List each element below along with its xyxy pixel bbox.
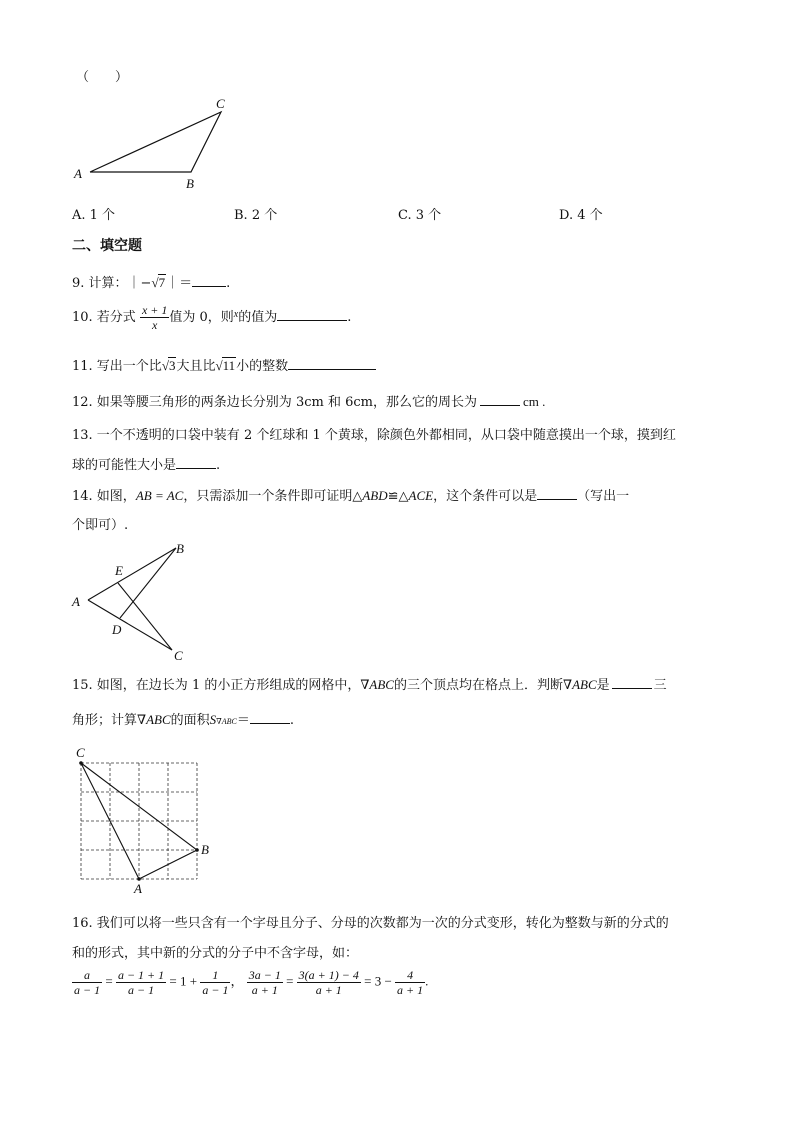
fraction-1-numerator: a	[72, 968, 102, 983]
fraction-5-numerator: 3(a + 1) − 4	[298, 968, 359, 982]
q13-line2: 球的可能性大小是	[72, 458, 177, 473]
vertex-label-b: B	[186, 176, 194, 191]
equals: =	[286, 973, 294, 989]
q9-abs-close: ｜＝	[166, 276, 193, 291]
triangle-figure-1	[66, 92, 236, 192]
q11-radicand-2: 11	[222, 358, 236, 373]
q9-suffix: .	[226, 276, 231, 291]
equals: =	[169, 973, 177, 989]
q14-triangle-1: △ABD	[352, 488, 388, 503]
section-title: 二、填空题	[72, 238, 142, 254]
fraction-4	[247, 968, 283, 997]
triangle-figure-2	[66, 538, 206, 666]
fraction-6	[395, 968, 425, 997]
question-16-examples	[72, 968, 428, 997]
q15-area-symbol: S	[209, 712, 217, 727]
fraction-6-numerator: 4	[395, 968, 425, 983]
vertex-label-a: A	[134, 881, 142, 894]
q11-tail: 小的整数	[236, 359, 289, 374]
fraction-1	[72, 968, 102, 997]
q14-congruent: ≌	[387, 489, 399, 504]
q14-tail: ，这个条件可以是	[433, 489, 538, 504]
question-12	[72, 391, 545, 410]
vertex-label-c: C	[174, 648, 183, 663]
fraction-3-numerator: 1	[200, 968, 230, 983]
question-15-line-1	[72, 674, 667, 693]
q15-mid: 的三个顶点均在格点上．判断	[393, 678, 563, 693]
q10-fraction-denominator: x	[152, 318, 158, 332]
q11-mid: 大且比	[176, 359, 216, 374]
equals: =	[364, 973, 372, 989]
q11-radicand-1: 3	[168, 358, 176, 373]
fraction-2-denominator: a − 1	[128, 983, 155, 997]
q9-abs-open: ｜−	[127, 276, 152, 291]
q9-radicand: 7	[158, 275, 166, 290]
q15-prefix: 15. 如图，在边长为 1 的小正方形组成的网格中，	[72, 678, 361, 693]
q14-paren: （写出一	[577, 489, 630, 504]
q15-triangle: ∇ABC	[360, 677, 394, 692]
question-14-line-1	[72, 485, 629, 504]
q12-answer-blank[interactable]	[480, 393, 520, 406]
integer-part-1: 1 +	[180, 973, 198, 989]
q13-suffix: .	[216, 458, 221, 473]
fraction-5	[297, 968, 361, 997]
vertex-label-b: B	[201, 842, 209, 857]
vertex-label-a: A	[72, 594, 80, 609]
q14-given: AB = AC	[135, 488, 184, 503]
question-10	[72, 303, 351, 332]
question-16-line-2: 和的形式，其中新的分式的分子中不含字母，如：	[72, 946, 359, 961]
q11-answer-blank[interactable]	[288, 357, 376, 370]
option-d: D. 4 个	[559, 208, 603, 223]
vertex-label-c: C	[216, 96, 225, 111]
question-15-line-2	[72, 709, 294, 728]
period: .	[425, 973, 429, 989]
q9-prefix: 9. 计算：	[72, 276, 128, 291]
q12-unit: cm .	[522, 394, 546, 409]
question-14-line-2: 个即可）.	[72, 518, 129, 533]
q13-answer-blank[interactable]	[176, 456, 216, 469]
q12-text: 12. 如果等腰三角形的两条边长分别为 3cm 和 6cm，那么它的周长为	[72, 395, 477, 410]
q10-prefix: 10. 若分式	[72, 310, 136, 325]
q15-line2b: 的面积	[170, 713, 210, 728]
q14-mid: ，只需添加一个条件即可证明	[183, 489, 353, 504]
q14-prefix: 14. 如图，	[72, 489, 136, 504]
question-13-line-2	[72, 454, 220, 473]
vertex-label-d: D	[112, 622, 122, 637]
q15-triangle-3: ∇ABC	[137, 712, 171, 727]
equals: =	[105, 973, 113, 989]
q10-answer-blank[interactable]	[277, 308, 347, 321]
fraction-1-denominator: a − 1	[74, 983, 101, 997]
q15-line2a: 角形；计算	[72, 713, 138, 728]
q15-is: 是	[596, 678, 610, 693]
q10-fraction-numerator: x + 1	[141, 303, 168, 317]
option-c: C. 3 个	[398, 208, 442, 223]
vertex-label-e: E	[115, 563, 123, 578]
fraction-2	[116, 968, 166, 997]
q10-var: x	[233, 309, 239, 320]
q15-equals: ＝	[236, 713, 250, 728]
q10-fraction	[140, 303, 169, 332]
option-a: A. 1 个	[72, 208, 116, 223]
vertex-label-c: C	[76, 745, 85, 760]
fraction-3	[200, 968, 230, 997]
q14-answer-blank[interactable]	[537, 487, 577, 500]
grid-figure	[70, 742, 220, 894]
option-b: B. 2 个	[234, 208, 278, 223]
q15-area-blank[interactable]	[250, 711, 290, 724]
q10-suffix: .	[347, 310, 352, 325]
vertex-label-a: A	[74, 166, 82, 181]
q14-triangle-2: △ACE	[398, 488, 434, 503]
fraction-6-denominator: a + 1	[397, 983, 424, 997]
q10-mid: 值为 0，则	[169, 310, 234, 325]
integer-part-2: 3 −	[374, 973, 392, 989]
answer-paren: （ ）	[76, 70, 129, 85]
q10-tail: 的值为	[238, 310, 278, 325]
fraction-2-numerator: a − 1 + 1	[117, 968, 165, 982]
q15-triangle-2: ∇ABC	[563, 677, 597, 692]
question-13-line-1: 13. 一个不透明的口袋中装有 2 个红球和 1 个黄球，除颜色外都相同，从口袋中随意摸出一个球，摸到红	[72, 428, 676, 443]
q15-area-subscript: ∇ABC	[216, 717, 237, 726]
fraction-3-denominator: a − 1	[202, 983, 229, 997]
q15-suffix: .	[289, 713, 295, 728]
question-16-line-1: 16. 我们可以将一些只含有一个字母且分子、分母的次数都为一次的分式变形，转化为整数与新的分式的	[72, 916, 669, 931]
question-9: 9. 计算：｜−√7｜＝ .	[72, 275, 231, 291]
comma: ，	[230, 973, 244, 989]
q15-type-blank[interactable]	[612, 676, 652, 689]
q11-prefix: 11. 写出一个比	[72, 359, 162, 374]
q9-answer-blank[interactable]	[192, 274, 226, 287]
vertex-label-b: B	[176, 541, 184, 556]
fraction-5-denominator: a + 1	[315, 983, 342, 997]
fraction-4-denominator: a + 1	[251, 983, 278, 997]
fraction-4-numerator: 3a − 1	[248, 968, 281, 982]
question-11: 11. 写出一个比√3大且比√11小的整数	[72, 355, 376, 374]
q15-tail: 三	[653, 678, 667, 693]
